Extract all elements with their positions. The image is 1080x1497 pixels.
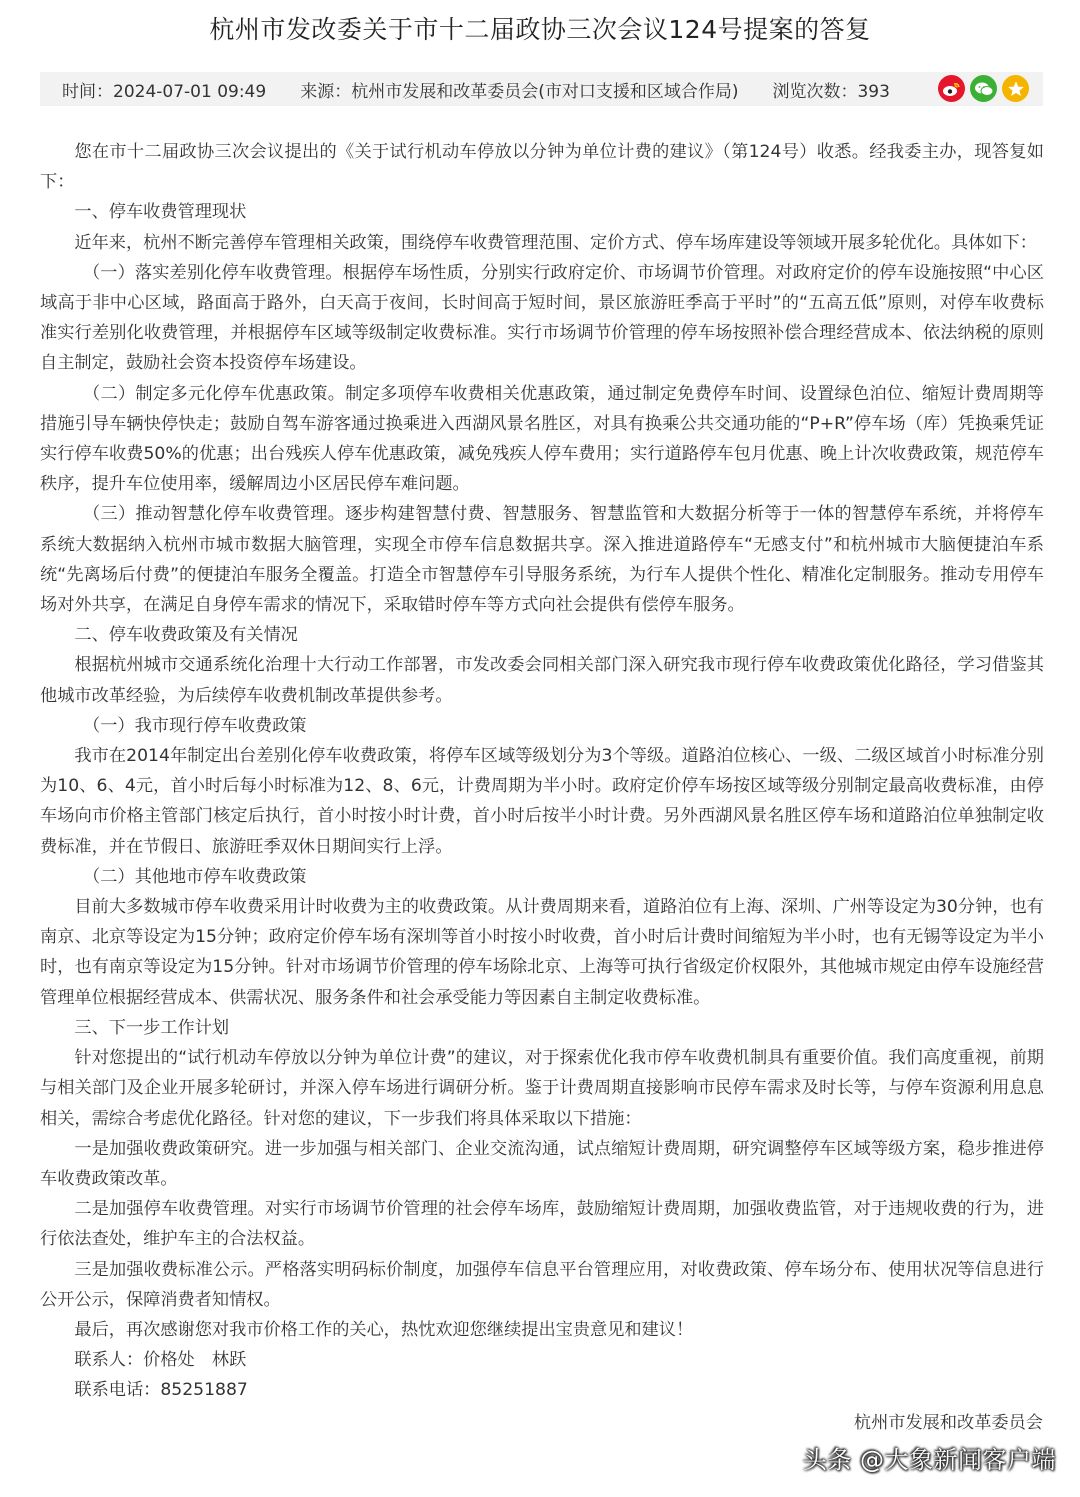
- page-title: 杭州市发改委关于市十二届政协三次会议124号提案的答复: [209, 15, 871, 44]
- article-body: [40, 137, 1044, 1406]
- paragraph: （一）落实差别化停车收费管理。根据停车场性质，分别实行政府定价、市场调节价管理。对政府定价的停车设施按照“中心区域高于非中心区域，路面高于路外，白天高于夜间，长时间高于短时间，景区旅游旺季高于平时”的“五高五低”原则，对停车收费标准实行差别化收费管理，并根据停车区域等级制定收费标准。实行市场调节价管理的停车场按照补偿合理经营成本、依法纳税的原则自主制定，鼓励社会资本投资停车场建设。: [40, 262, 1044, 374]
- share-icons: [938, 75, 1029, 102]
- paragraph: 一是加强收费政策研究。进一步加强与相关部门、企业交流沟通，试点缩短计费周期，研究调整停车区域等级方案，稳步推进停车收费政策改革。: [40, 1138, 1044, 1189]
- signature: 杭州市发展和改革委员会: [853, 1413, 1043, 1433]
- wechat-icon[interactable]: [970, 75, 997, 102]
- paragraph: 根据杭州城市交通系统化治理十大行动工作部署，市发改委会同相关部门深入研究我市现行停车收费政策优化路径，学习借鉴其他城市改革经验，为后续停车收费机制改革提供参考。: [40, 655, 1044, 706]
- section-heading: 一、停车收费管理现状: [74, 202, 247, 223]
- contact-phone: 联系电话：85251887: [74, 1380, 248, 1401]
- paragraph: （二）制定多元化停车优惠政策。制定多项停车收费相关优惠政策，通过制定免费停车时间、设置绿色泊位、缩短计费周期等措施引导车辆快停快走；鼓励自驾车游客通过换乘进入西湖风景名胜区，对具有换乘公共交通功能的“P+R”停车场（库）凭换乘凭证实行停车收费50%的优惠；出台残疾人停车优惠政策，减免残疾人停车费用；实行道路停车包月优惠、晚上计次收费政策，规范停车秩序，提升车位使用率，缓解周边小区居民停车难问题。: [40, 383, 1044, 495]
- subsection-heading: （二）其他地市停车收费政策: [83, 866, 307, 887]
- paragraph: 目前大多数城市停车收费采用计时收费为主的收费政策。从计费周期来看，道路泊位有上海、深圳、广州等设定为30分钟，也有南京、北京等设定为15分钟；政府定价停车场有深圳等首小时按小时收费，首小时后计费时间缩短为半小时，也有无锡等设定为半小时，也有南京等设定为15分钟。针对市场调节价管理的停车场除北京、上海等可执行省级定价权限外，其他城市规定由停车设施经营管理单位根据经营成本、供需状况、服务条件和社会承受能力等因素自主制定收费标准。: [40, 897, 1044, 1008]
- paragraph: 近年来，杭州不断完善停车管理相关政策，围绕停车收费管理范围、定价方式、停车场库建设等领域开展多轮优化。具体如下：: [74, 232, 1037, 253]
- section-heading: 二、停车收费政策及有关情况: [74, 625, 298, 646]
- paragraph: 我市在2014年制定出台差别化停车收费政策，将停车区域等级划分为3个等级。道路泊位核心、一级、二级区域首小时标准分别为10、6、4元，首小时后每小时标准为12、8、6元，计费周期为半小时。政府定价停车场按区域等级分别制定最高收费标准，由停车场向市价格主管部门核定后执行，首小时按小时计费，首小时后按半小时计费。另外西湖风景名胜区停车场和道路泊位单独制定收费标准，并在节假日、旅游旺季双休日期间实行上浮。: [40, 746, 1044, 857]
- paragraph: 三是加强收费标准公示。严格落实明码标价制度，加强停车信息平台管理应用，对收费政策、停车场分布、使用状况等信息进行公开公示，保障消费者知情权。: [40, 1259, 1044, 1310]
- view-count: 浏览次数：393: [772, 81, 890, 102]
- paragraph: 您在市十二届政协三次会议提出的《关于试行机动车停放以分钟为单位计费的建议》（第124号）收悉。经我委主办，现答复如下：: [40, 142, 1044, 193]
- subsection-heading: （一）我市现行停车收费政策: [83, 715, 307, 736]
- weibo-icon[interactable]: [938, 75, 965, 102]
- publish-time: 时间：2024-07-01 09:49: [62, 81, 267, 102]
- paragraph: （三）推动智慧化停车收费管理。逐步构建智慧付费、智慧服务、智慧监管和大数据分析等于一体的智慧停车系统，并将停车系统大数据纳入杭州市城市数据大脑管理，实现全市停车信息数据共享。深入推进道路停车“无感支付”和杭州城市大脑便捷泊车系统“先离场后付费”的便捷泊车服务全覆盖。打造全市智慧停车引导服务系统，为行车人提供个性化、精准化定制服务。推动专用停车场对外共享，在满足自身停车需求的情况下，采取错时停车等方式向社会提供有偿停车服务。: [40, 504, 1044, 616]
- meta-bar: [40, 72, 1043, 106]
- paragraph: 针对您提出的“试行机动车停放以分钟为单位计费”的建议，对于探索优化我市停车收费机制具有重要价值。我们高度重视，前期与相关部门及企业开展多轮研讨，并深入停车场进行调研分析。鉴于计费周期直接影响市民停车需求及时长等，与停车资源利用息息相关，需综合考虑优化路径。针对您的建议，下一步我们将具体采取以下措施：: [40, 1048, 1044, 1129]
- paragraph: 最后，再次感谢您对我市价格工作的关心，热忱欢迎您继续提出宝贵意见和建议！: [74, 1319, 694, 1340]
- paragraph: 二是加强停车收费管理。对实行市场调节价管理的社会停车场库，鼓励缩短计费周期，加强收费监管，对于违规收费的行为，进行依法查处，维护车主的合法权益。: [40, 1199, 1044, 1250]
- source-label: 来源：杭州市发展和改革委员会(市对口支援和区域合作局): [300, 81, 739, 102]
- qzone-icon[interactable]: [1002, 75, 1029, 102]
- section-heading: 三、下一步工作计划: [74, 1017, 230, 1038]
- watermark: 头条 @大象新闻客户端: [802, 1446, 1056, 1474]
- contact-person: 联系人：价格处 林跃: [74, 1350, 247, 1371]
